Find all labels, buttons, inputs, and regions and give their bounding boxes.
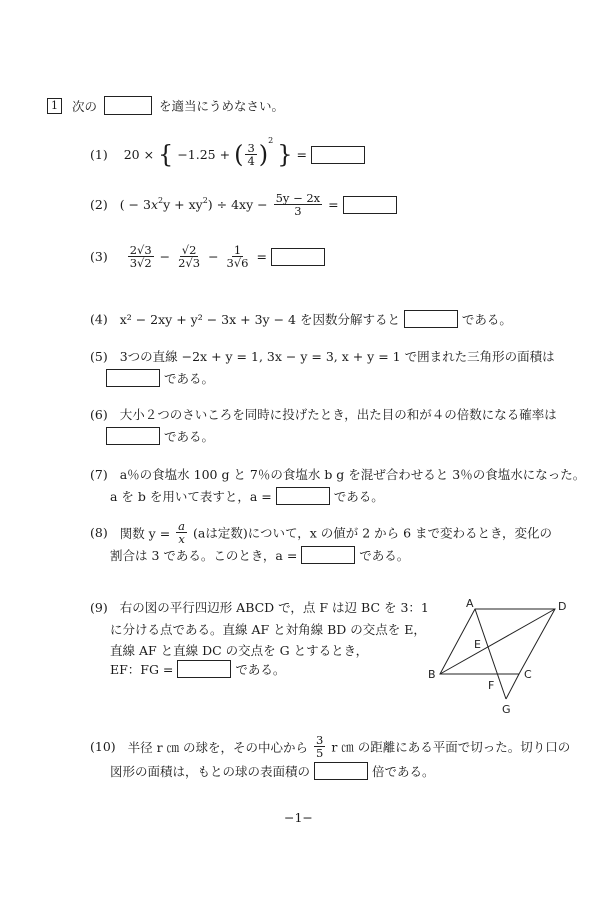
answer-box-1[interactable] [311, 146, 365, 164]
left-paren: ( [234, 140, 244, 169]
problem-text: 3つの直線 −2x + y = 1, 3x − y = 3, x + y = 1 で囲まれた三角形の面積は [119, 349, 555, 364]
exponent: 2 [202, 195, 208, 205]
label-a: A [466, 597, 474, 610]
answer-box-3[interactable] [271, 248, 325, 266]
minus-sign: − [159, 249, 171, 265]
expression-part: y + xy [163, 197, 203, 213]
fraction: $\frac{1}{3√6}$ [226, 243, 249, 271]
expression-part: 20 × [123, 147, 155, 163]
header [47, 96, 284, 115]
problem-number: (1) [90, 147, 108, 163]
problem-text: である。 [333, 489, 384, 504]
problem-text: 大小２つのさいころを同時に投げたとき，出た目の和が４の倍数になる確率は [119, 407, 557, 422]
problem-number: (3) [90, 249, 108, 265]
problem-number: (4) [90, 311, 108, 327]
problem-9-line2 [110, 620, 426, 638]
problem-9-line4 [110, 660, 285, 678]
problem-text: 倍である。 [371, 764, 435, 779]
fraction: $\frac{a}{x}$ [178, 519, 186, 547]
expression-part: ) ÷ 4xy − [207, 197, 268, 213]
answer-box-6[interactable] [106, 427, 160, 445]
problem-5-line2 [106, 369, 214, 387]
header-prefix: 次の [71, 98, 97, 114]
fraction: $\frac{5y - 2x}{3}$ [275, 191, 321, 219]
problem-2 [90, 192, 397, 217]
answer-box-7[interactable] [276, 487, 330, 505]
page-number: −1− [284, 810, 313, 825]
problem-text: 図形の面積は，もとの球の表面積の [110, 764, 311, 779]
var-x: x [150, 197, 159, 213]
problem-number: (9) [90, 600, 108, 615]
label-e: E [474, 638, 481, 651]
answer-box-10[interactable] [314, 762, 368, 780]
answer-box-4[interactable] [404, 310, 458, 328]
problem-text: である。 [359, 548, 410, 563]
problem-6 [90, 405, 557, 423]
problem-text: 半径 r ㎝ の球を，その中心から [127, 739, 309, 755]
problem-text: x² − 2xy + y² − 3x + 3y − 4 を因数分解すると [119, 312, 400, 327]
minus-sign: − [208, 249, 219, 265]
expression-part: ( − 3 [119, 197, 151, 213]
problem-number: (7) [90, 467, 108, 482]
problem-8-line2 [110, 546, 409, 564]
problem-text: である。 [163, 371, 214, 386]
answer-box-5[interactable] [106, 369, 160, 387]
problem-number: (5) [90, 349, 108, 364]
fraction: $\frac{3}{4}$ [247, 141, 255, 169]
problem-text: 割合は 3 である。このとき，a = [110, 548, 298, 563]
answer-box-8[interactable] [301, 546, 355, 564]
problem-7 [90, 465, 585, 483]
fraction: $\frac{√2}{2√3}$ [178, 243, 201, 271]
exponent: 2 [158, 195, 164, 205]
equals-sign: = [328, 197, 339, 213]
header-suffix: を適当にうめなさい。 [158, 98, 284, 114]
problem-number: (10) [90, 739, 116, 755]
exponent: 2 [268, 135, 274, 145]
problem-text: r ㎝ の距離にある平面で切った。切り口の [331, 739, 571, 755]
label-c: C [524, 668, 532, 681]
problem-9-line3 [110, 641, 368, 659]
right-brace: } [277, 140, 293, 169]
equals-sign: = [296, 147, 307, 163]
problem-text: である。 [163, 429, 214, 444]
question-number: 1 [47, 98, 62, 114]
problem-7-line2 [110, 487, 384, 505]
problem-text: a％の食塩水 100 g と 7％の食塩水 b g を混ぜ合わせると 3％の食塩水になった。 [119, 467, 586, 482]
problem-3 [90, 244, 325, 269]
problem-1 [90, 135, 365, 169]
left-brace: { [158, 140, 174, 169]
label-f: F [488, 679, 495, 692]
problem-text: である。 [461, 312, 512, 327]
problem-9 [90, 598, 429, 616]
right-paren: ) [258, 140, 269, 169]
parallelogram-figure [420, 596, 580, 720]
label-g: G [502, 703, 511, 716]
problem-text: 関数 y = [119, 525, 171, 541]
problem-6-line2 [106, 427, 214, 445]
problem-5 [90, 347, 555, 365]
answer-box-2[interactable] [343, 196, 397, 214]
fraction: $\frac{3}{5}$ [316, 733, 324, 761]
label-d: D [558, 600, 567, 613]
problem-4 [90, 310, 512, 328]
problem-text: (aは定数)について，x の値が 2 から 6 まで変わるとき，変化の [193, 525, 553, 541]
line-dc-extension [506, 674, 519, 699]
problem-10 [90, 734, 570, 759]
problem-text: に分ける点である。直線 AF と対角線 BD の交点を E， [110, 622, 426, 637]
fraction: $\frac{2√3}{3√2}$ [129, 243, 152, 271]
example-blank-box [104, 96, 152, 115]
problem-text: である。 [235, 662, 286, 677]
answer-box-9[interactable] [177, 660, 231, 678]
label-b: B [428, 668, 436, 681]
equals-sign: = [256, 249, 267, 265]
problem-text: 右の図の平行四辺形 ABCD で，点 F は辺 BC を 3：1 [119, 600, 429, 615]
problem-text: EF：FG = [110, 662, 174, 677]
problem-text: a を b を用いて表すと，a = [110, 489, 272, 504]
problem-10-line2 [110, 762, 435, 780]
problem-number: (2) [90, 197, 108, 213]
problem-8 [90, 520, 552, 545]
problem-number: (6) [90, 407, 108, 422]
problem-text: 直線 AF と直線 DC の交点を G とするとき， [110, 643, 369, 658]
expression-part: −1.25 + [177, 147, 231, 163]
problem-number: (8) [90, 525, 108, 541]
